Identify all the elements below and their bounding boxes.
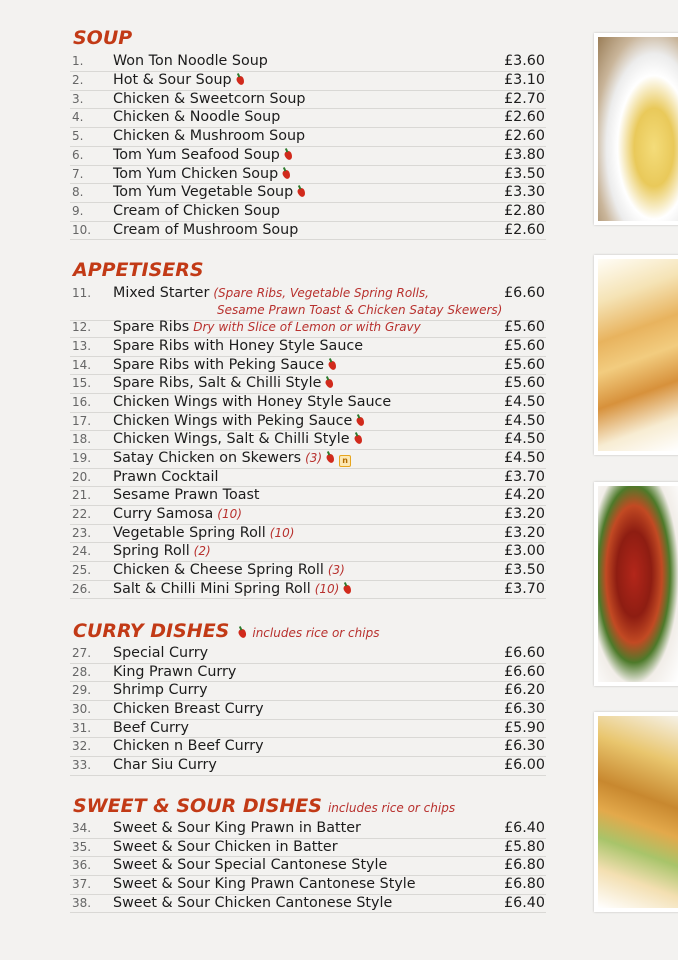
menu-item bbox=[70, 412, 546, 432]
item-price: £3.30 bbox=[504, 184, 545, 200]
chili-pepper-icon bbox=[283, 150, 293, 161]
item-name: Sesame Prawn Toast bbox=[113, 487, 260, 503]
section-heading: SWEET & SOUR DISHES bbox=[73, 795, 322, 817]
item-name: Special Curry bbox=[113, 645, 209, 661]
menu-item bbox=[70, 856, 546, 876]
item-name: Tom Yum Seafood Soup bbox=[113, 147, 292, 163]
item-name: Mixed Starter (Spare Ribs, Vegetable Spring Rolls, bbox=[113, 285, 429, 301]
item-number: 23. bbox=[72, 525, 92, 540]
item-name: Satay Chicken on Skewers (3) n bbox=[113, 450, 351, 467]
item-name: Chicken Wings, Salt & Chilli Style bbox=[113, 431, 362, 447]
item-description: (Spare Ribs, Vegetable Spring Rolls, bbox=[213, 286, 429, 300]
item-name: Beef Curry bbox=[113, 719, 189, 736]
item-description: (3) bbox=[327, 563, 345, 577]
item-name: Hot & Sour Soup bbox=[113, 72, 244, 88]
item-number: 16. bbox=[72, 395, 92, 409]
menu-item bbox=[70, 52, 546, 72]
menu-item bbox=[70, 561, 546, 581]
menu-item bbox=[70, 449, 546, 469]
item-price: £6.30 bbox=[504, 738, 545, 754]
section-title-sweet-sour bbox=[73, 795, 455, 817]
item-price: £6.80 bbox=[504, 857, 545, 873]
item-price: £3.70 bbox=[504, 580, 545, 597]
item-number: 25. bbox=[72, 563, 92, 577]
chicken-wings-photo bbox=[594, 712, 678, 912]
item-price: £5.60 bbox=[504, 319, 545, 335]
item-name: Spare Ribs with Honey Style Sauce bbox=[113, 338, 364, 354]
item-price: £3.00 bbox=[504, 543, 545, 559]
item-description: (2) bbox=[193, 544, 211, 558]
item-price: £3.20 bbox=[504, 524, 545, 541]
item-number: 29. bbox=[72, 683, 92, 697]
soup-photo bbox=[594, 33, 678, 225]
menu-item bbox=[70, 681, 546, 701]
item-number: 35. bbox=[72, 839, 92, 854]
item-number: 4. bbox=[72, 110, 84, 124]
chili-pepper-icon bbox=[235, 75, 245, 86]
menu-item bbox=[70, 183, 546, 203]
item-description: Dry with Slice of Lemon or with Gravy bbox=[193, 320, 421, 334]
menu-item bbox=[70, 221, 546, 241]
item-description: (10) bbox=[217, 507, 242, 521]
item-number: 8. bbox=[72, 185, 84, 199]
menu-item bbox=[70, 486, 546, 506]
menu-item bbox=[70, 737, 546, 757]
menu-item bbox=[70, 146, 546, 166]
item-price: £5.60 bbox=[504, 375, 545, 391]
section-title-appetisers bbox=[73, 259, 204, 281]
chili-pepper-icon bbox=[327, 359, 337, 370]
item-number: 11. bbox=[72, 286, 92, 300]
item-price: £3.80 bbox=[504, 147, 545, 163]
item-name: Tom Yum Vegetable Soup bbox=[113, 184, 305, 200]
item-price: £2.80 bbox=[504, 203, 545, 219]
menu-item bbox=[70, 700, 546, 720]
item-number: 30. bbox=[72, 702, 92, 716]
spare-ribs-photo bbox=[594, 482, 678, 686]
menu-item bbox=[70, 284, 546, 321]
item-price: £2.60 bbox=[504, 221, 545, 238]
item-name: Chicken & Sweetcorn Soup bbox=[113, 90, 306, 107]
menu-item bbox=[70, 524, 546, 544]
chili-pepper-icon bbox=[282, 168, 292, 179]
item-number: 10. bbox=[72, 222, 92, 237]
item-number: 13. bbox=[72, 339, 92, 353]
item-price: £6.60 bbox=[504, 285, 545, 301]
item-name: Chicken & Cheese Spring Roll (3) bbox=[113, 562, 345, 578]
item-name: Chicken & Mushroom Soup bbox=[113, 128, 306, 144]
menu-item bbox=[70, 819, 546, 839]
item-name: Sweet & Sour Special Cantonese Style bbox=[113, 857, 388, 873]
item-price: £6.80 bbox=[504, 876, 545, 892]
item-number: 36. bbox=[72, 858, 92, 872]
item-name: Cream of Mushroom Soup bbox=[113, 221, 299, 238]
item-price: £6.40 bbox=[504, 820, 545, 836]
menu-item bbox=[70, 580, 546, 600]
spring-rolls-photo bbox=[594, 255, 678, 455]
item-number: 3. bbox=[72, 91, 84, 106]
menu-item bbox=[70, 719, 546, 739]
item-description: (10) bbox=[314, 581, 340, 596]
item-name: Chicken n Beef Curry bbox=[113, 738, 264, 754]
item-number: 32. bbox=[72, 739, 92, 753]
item-name: Sweet & Sour Chicken Cantonese Style bbox=[113, 894, 393, 911]
nut-icon: n bbox=[339, 455, 351, 467]
menu-item bbox=[70, 318, 546, 338]
menu-item bbox=[70, 894, 546, 914]
item-number: 33. bbox=[72, 758, 92, 772]
chili-pepper-icon bbox=[325, 378, 335, 389]
item-name: Chicken & Noodle Soup bbox=[113, 109, 281, 125]
item-price: £3.10 bbox=[504, 72, 545, 88]
item-price: £4.50 bbox=[504, 412, 545, 429]
item-name: Prawn Cocktail bbox=[113, 468, 219, 485]
chili-pepper-icon bbox=[297, 187, 307, 198]
item-name: Spare Ribs, Salt & Chilli Style bbox=[113, 375, 333, 391]
item-name: Tom Yum Chicken Soup bbox=[113, 166, 290, 182]
menu-item bbox=[70, 374, 546, 394]
item-number: 15. bbox=[72, 376, 92, 390]
item-number: 12. bbox=[72, 320, 92, 334]
item-name: Spare Ribs with Peking Sauce bbox=[113, 357, 336, 373]
item-price: £6.30 bbox=[504, 701, 545, 717]
menu-item bbox=[70, 90, 546, 110]
item-number: 28. bbox=[72, 664, 92, 679]
menu-item bbox=[70, 644, 546, 664]
item-number: 24. bbox=[72, 544, 92, 558]
item-name: Chicken Breast Curry bbox=[113, 701, 264, 717]
section-heading: APPETISERS bbox=[73, 259, 204, 281]
item-price: £6.60 bbox=[504, 663, 545, 680]
item-name: King Prawn Curry bbox=[113, 663, 237, 680]
item-description: (3) bbox=[305, 451, 323, 465]
item-price: £4.20 bbox=[504, 487, 545, 503]
item-number: 38. bbox=[72, 895, 92, 910]
menu-item bbox=[70, 393, 546, 413]
item-price: £5.90 bbox=[504, 719, 545, 736]
item-price: £3.60 bbox=[504, 53, 545, 69]
item-price: £3.50 bbox=[504, 562, 545, 578]
item-number: 26. bbox=[72, 581, 92, 596]
menu-item bbox=[70, 468, 546, 488]
item-price: £6.20 bbox=[504, 682, 545, 698]
item-number: 34. bbox=[72, 821, 92, 835]
item-name: Chicken Wings with Peking Sauce bbox=[113, 413, 364, 429]
item-price: £6.40 bbox=[504, 894, 545, 911]
item-price: £4.50 bbox=[504, 431, 545, 447]
item-price: £3.50 bbox=[504, 165, 545, 182]
item-name: Char Siu Curry bbox=[113, 757, 217, 773]
item-price: £4.50 bbox=[504, 450, 545, 466]
item-number: 22. bbox=[72, 507, 92, 521]
item-number: 19. bbox=[72, 451, 92, 465]
menu-item bbox=[70, 663, 546, 683]
item-name: Sweet & Sour Chicken in Batter bbox=[113, 838, 338, 855]
menu-item bbox=[70, 108, 546, 128]
item-price: £2.60 bbox=[504, 128, 545, 144]
item-number: 18. bbox=[72, 432, 92, 446]
item-name: Vegetable Spring Roll (10) bbox=[113, 524, 295, 541]
item-number: 7. bbox=[72, 166, 84, 181]
item-number: 27. bbox=[72, 646, 92, 660]
item-number: 6. bbox=[72, 148, 84, 162]
item-price: £5.80 bbox=[504, 838, 545, 855]
menu-item bbox=[70, 71, 546, 91]
item-name: Spare Ribs Dry with Slice of Lemon or with Gravy bbox=[113, 319, 421, 335]
item-name: Curry Samosa (10) bbox=[113, 506, 242, 522]
section-heading: SOUP bbox=[73, 27, 133, 49]
item-number: 21. bbox=[72, 488, 92, 502]
item-price: £6.60 bbox=[504, 645, 545, 661]
item-number: 9. bbox=[72, 204, 84, 218]
chili-pepper-icon bbox=[343, 583, 353, 594]
item-name: Cream of Chicken Soup bbox=[113, 203, 280, 219]
chili-pepper-icon bbox=[353, 434, 363, 445]
item-price: £3.20 bbox=[504, 506, 545, 522]
menu-item bbox=[70, 430, 546, 450]
chili-pepper-icon bbox=[356, 415, 366, 426]
menu-item bbox=[70, 202, 546, 222]
menu-item bbox=[70, 505, 546, 525]
chili-pepper-icon bbox=[326, 453, 336, 464]
item-price: £5.60 bbox=[504, 356, 545, 373]
item-number: 2. bbox=[72, 73, 84, 87]
section-title-soup bbox=[73, 27, 132, 49]
item-name: Shrimp Curry bbox=[113, 682, 208, 698]
item-number: 14. bbox=[72, 357, 92, 372]
item-description: (10) bbox=[269, 525, 295, 540]
menu-item bbox=[70, 838, 546, 858]
item-number: 17. bbox=[72, 413, 92, 428]
item-name: Sweet & Sour King Prawn Cantonese Style bbox=[113, 876, 416, 892]
item-name: Spring Roll (2) bbox=[113, 543, 211, 559]
section-heading: CURRY DISHES bbox=[73, 620, 230, 642]
item-number: 31. bbox=[72, 720, 92, 735]
item-number: 37. bbox=[72, 877, 92, 891]
item-number: 5. bbox=[72, 129, 84, 143]
item-price: £4.50 bbox=[504, 394, 545, 410]
item-price: £5.60 bbox=[504, 338, 545, 354]
item-name: Won Ton Noodle Soup bbox=[113, 53, 268, 69]
menu-item bbox=[70, 127, 546, 147]
item-price: £6.00 bbox=[504, 757, 545, 773]
menu-item bbox=[70, 875, 546, 895]
item-number: 1. bbox=[72, 54, 84, 68]
menu-item bbox=[70, 337, 546, 357]
item-price: £2.70 bbox=[504, 90, 545, 107]
menu-item bbox=[70, 356, 546, 376]
item-price: £3.70 bbox=[504, 468, 545, 485]
item-name: Sweet & Sour King Prawn in Batter bbox=[113, 820, 361, 836]
section-note: includes rice or chips bbox=[252, 626, 380, 640]
chili-pepper-icon bbox=[238, 628, 248, 639]
item-number: 20. bbox=[72, 469, 92, 484]
section-note: includes rice or chips bbox=[327, 801, 456, 815]
item-name: Chicken Wings with Honey Style Sauce bbox=[113, 394, 392, 410]
menu-item bbox=[70, 756, 546, 776]
item-price: £2.60 bbox=[504, 109, 545, 125]
menu-item bbox=[70, 542, 546, 562]
item-name: Salt & Chilli Mini Spring Roll (10) bbox=[113, 581, 351, 597]
section-title-curry bbox=[73, 620, 379, 642]
item-description-line2: Sesame Prawn Toast & Chicken Satay Skewers) bbox=[217, 303, 503, 317]
menu-item bbox=[70, 165, 546, 185]
